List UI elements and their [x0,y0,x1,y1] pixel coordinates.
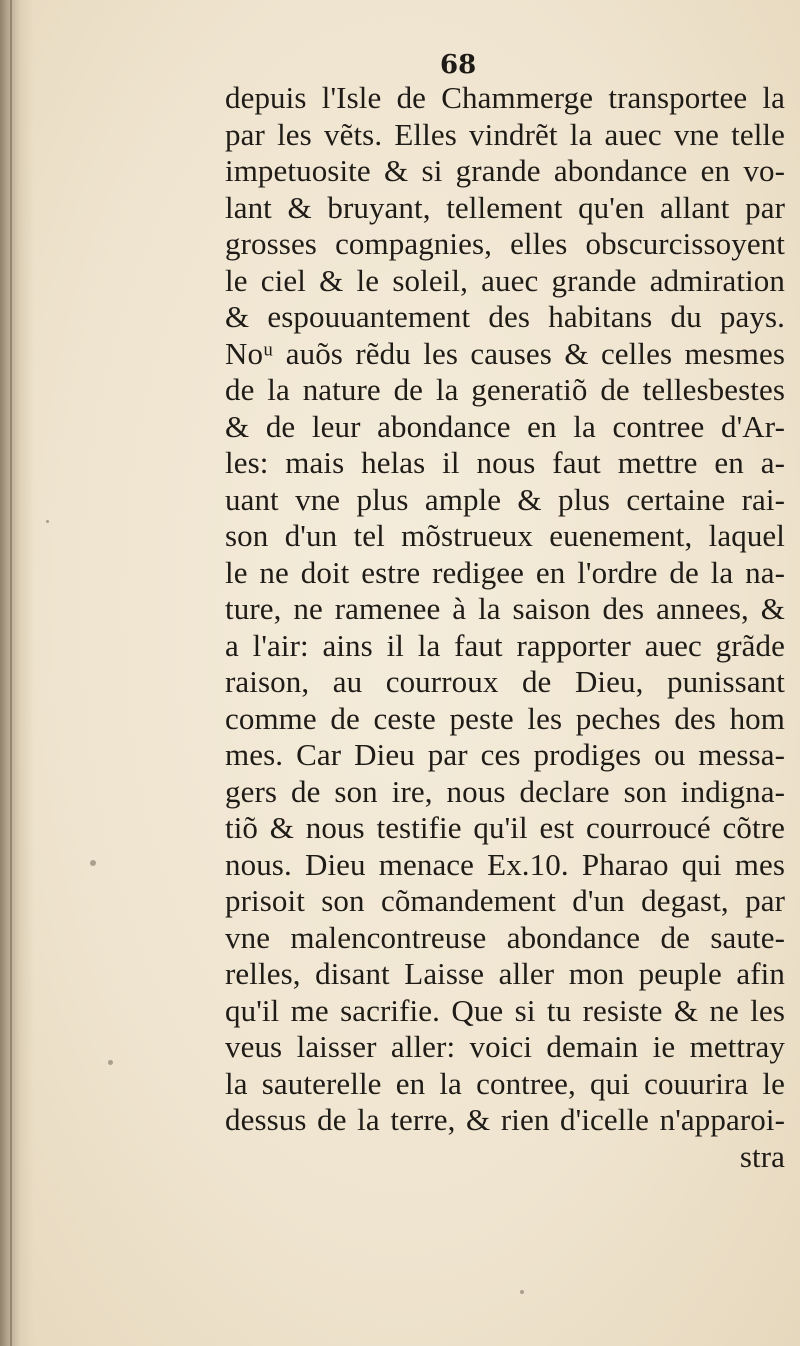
text-line: qu'il me sacrifie. Que si tu resiste & ne les [225,992,785,1028]
binding-edge [10,0,12,1346]
text-line: comme de ceste peste les peches des hom [225,700,785,736]
text-line: depuis l'Isle de Chammerge transportee la [225,80,785,115]
text-line: ture, ne ramenee à la saison des annees, & [225,591,785,626]
text-line: la sauterelle en la contree, qui couurira le [225,1065,785,1101]
binding-shadow [0,0,34,1346]
paper-speck [90,860,96,866]
text-line: uant vne plus ample & plus certaine rai- [225,481,785,517]
paper-speck [520,1290,524,1294]
text-line: le ne doit estre redigee en l'ordre de la na- [225,554,785,590]
text-line: nous. Dieu menace Ex.10. Pharao qui mes [225,846,785,882]
text-line: grosses compagnies, elles obscurcissoyent [225,226,785,261]
text-line: son d'un tel mõstrueux euenement, laquel [225,518,785,553]
page-number: 68 [440,50,477,80]
body-text [225,80,785,1175]
text-line: mes. Car Dieu par ces prodiges ou messa- [225,737,785,772]
text-line: lant & bruyant, tellement qu'en allant par [225,189,785,225]
paper-speck [46,520,49,523]
text-line: veus laisser aller: voici demain ie mettray [225,1029,785,1064]
text-line: Noᵘ auõs rẽdu les causes & celles mesmes [225,335,785,371]
text-line: vne malencontreuse abondance de saute- [225,919,785,955]
text-line: par les vẽts. Elles vindrẽt la auec vne telle [225,116,785,152]
paper-speck [108,1060,113,1065]
text-line: impetuosite & si grande abondance en vo- [225,153,785,188]
text-line: gers de son ire, nous declare son indigna- [225,773,785,809]
text-line: & espouuantement des habitans du pays. [225,299,785,334]
text-line: prisoit son cõmandement d'un degast, par [225,883,785,918]
text-line: a l'air: ains il la faut rapporter auec grãde [225,627,785,663]
text-line: de la nature de la generatiõ de tellesbestes [225,372,785,407]
text-line: raison, au courroux de Dieu, punissant [225,664,785,699]
text-line: dessus de la terre, & rien d'icelle n'apparoi- [225,1102,785,1137]
text-line: le ciel & le soleil, auec grande admiration [225,262,785,298]
text-line: relles, disant Laisse aller mon peuple afin [225,956,785,991]
text-line: les: mais helas il nous faut mettre en a- [225,445,785,480]
catchword: stra [739,1138,785,1174]
text-line: tiõ & nous testifie qu'il est courroucé cõtre [225,810,785,845]
text-line: & de leur abondance en la contree d'Ar- [225,408,785,444]
